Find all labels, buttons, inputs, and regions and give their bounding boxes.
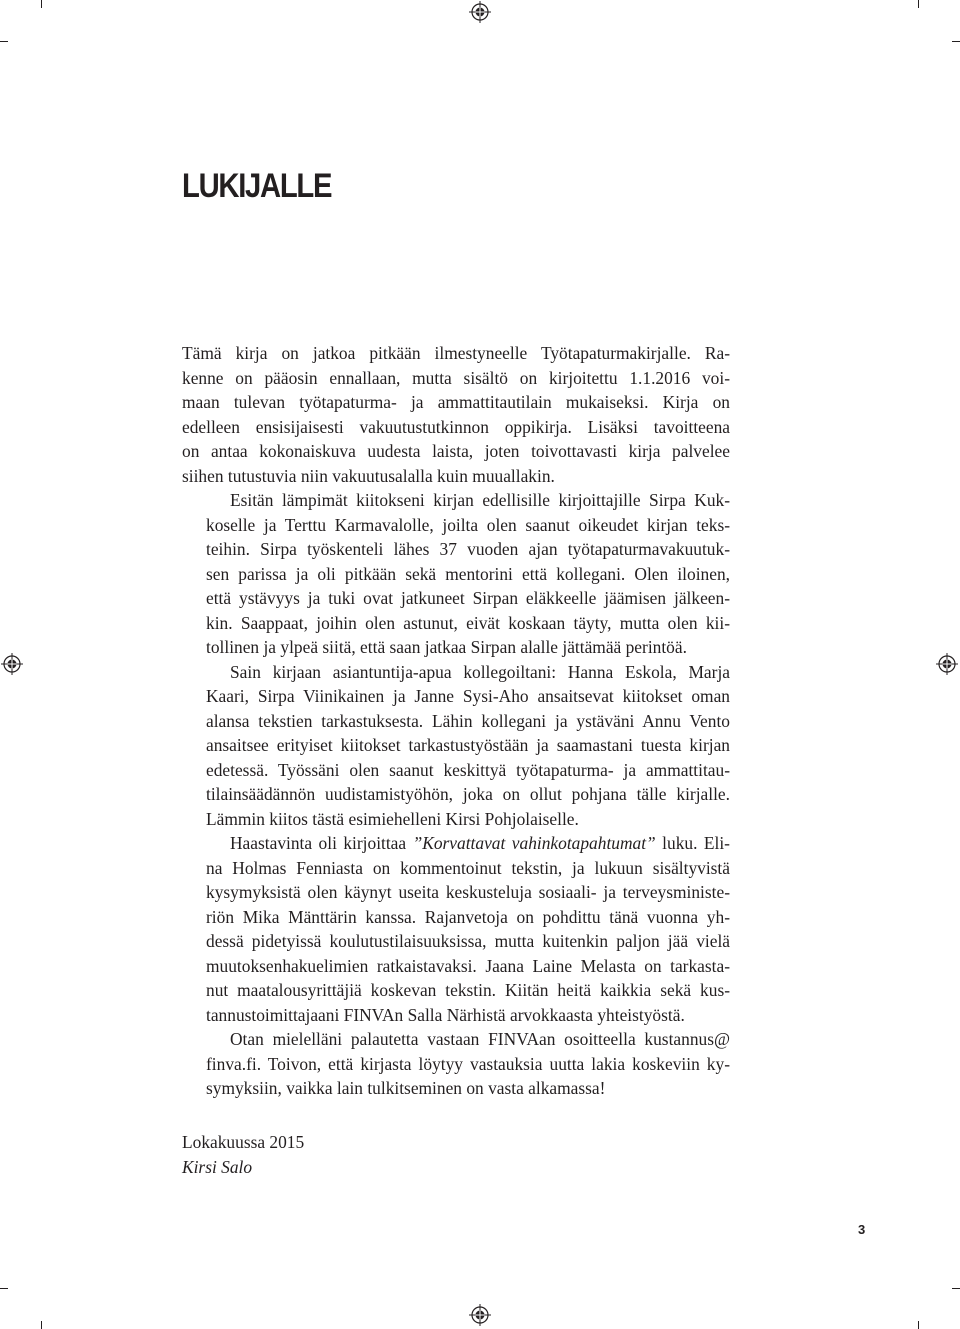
crop-mark-top-right-vertical [918,0,919,8]
text-line: teihin. Sirpa työskenteli lähes 37 vuoden ajan työtapaturmavakuutuk- [206,539,730,559]
text-line: tollinen ja ylpeä siitä, että saan jatkaa Sirpan alalle jättämää perintöä. [206,637,687,657]
text-line: ansaitsee erityiset kiitokset tarkastustyöstään ja saamastani tuesta kirjan [206,735,730,755]
text-line: edetessä. Työssäni olen saanut keskittyä työtapaturma- ja ammattitau- [206,759,730,780]
text-line: alansa tekstien tarkastuksesta. Lähin kollegani ja ystäväni Annu Vento [206,710,730,731]
body-text [182,341,730,1101]
signature-name: Kirsi Salo [182,1157,253,1177]
text-line: symyksiin, vaikka lain tulkitseminen on vasta alkamassa! [206,1078,606,1098]
paragraph-5 [182,1027,730,1101]
book-chapter-reference: ”Korvattavat vahinkotapahtumat” [412,833,656,853]
text-line: na Holmas Fenniasta on kommentoinut tekstin, ja lukuun sisältyvistä [206,857,730,878]
registration-mark-bottom-icon [469,1304,491,1326]
crop-mark-bottom-left-vertical [41,1321,42,1329]
crop-mark-bottom-right-horizontal [952,1288,960,1289]
text-line: muutoksenhakuelimien ratkaistavaksi. Jaana Laine Melasta on tarkasta- [206,955,730,976]
text-line: Esitän lämpimät kiitokseni kirjan edellisille kirjoittajille Sirpa Kuk- [230,490,730,510]
text-line: nut maatalousyrittäjiä koskevan tekstin. Kiitän heitä kaikkia sekä kus- [206,980,730,1000]
registration-mark-top-icon [469,1,491,23]
page-number: 3 [858,1222,866,1237]
text-line: maan tulevan työtapaturma- ja ammattitautilain mukaiseksi. Kirja on [182,392,730,412]
text-line [182,831,730,856]
text-line: koselle ja Terttu Karmavalolle, joilta olen saanut oikeudet kirjan teks- [206,514,730,535]
paragraph-1 [182,341,730,488]
crop-mark-top-left-vertical [41,0,42,8]
text-line: että ystävyys ja tuki ovat jatkuneet Sirpan eläkkeelle jäämisen jälkeen- [206,588,730,608]
text-line: dessä pidetyissä koulutustilaisuuksissa, mutta kuitenkin paljon jää vielä [206,931,730,951]
text-line: riön Mika Mänttärin kanssa. Rajanvetoja on pohdittu tänä vuonna yh- [206,906,730,927]
signature-date: Lokakuussa 2015 [182,1132,305,1152]
text-line: finva.fi. Toivon, että kirjasta löytyy vastauksia uutta lakia koskeviin ky- [206,1053,730,1074]
page-title: LUKIJALLE [182,167,332,205]
crop-mark-top-left-horizontal [0,41,8,42]
text-run: Haastavinta oli kirjoittaa [230,833,413,853]
text-line: siihen tutustuvia niin vakuutusalalla kuin muuallakin. [182,465,555,486]
text-line: tannustoimittajaani FINVAn Salla Närhistä arvokkaasta yhteistyöstä. [206,1004,685,1025]
text-run: luku. Eli- [655,833,730,853]
text-line: Sain kirjaan asiantuntija-apua kollegoiltani: Hanna Eskola, Marja [230,661,730,682]
text-line: Otan mielelläni palautetta vastaan FINVAan osoitteella kustannus@ [230,1029,730,1049]
registration-mark-right-icon [936,653,958,675]
text-line: kin. Saappaat, joihin olen astunut, eivät koskaan täyty, mutta olen kii- [206,612,730,633]
text-line: kysymyksistä olen käynyt useita keskusteluja sosiaali- ja terveysministe- [206,882,730,902]
crop-mark-top-right-horizontal [952,41,960,42]
paragraph-2 [182,488,730,660]
text-line: on antaa kokonaiskuva uudesta laista, joten toivottavasti kirja palvelee [182,441,730,461]
registration-mark-left-icon [1,653,23,675]
text-line: Tämä kirja on jatkoa pitkään ilmestyneelle Työtapaturmakirjalle. Ra- [182,343,730,363]
text-line: edelleen ensisijaisesti vakuutustutkinnon oppikirja. Lisäksi tavoitteena [182,416,730,437]
signature-block [182,1130,304,1180]
paragraph-4 [182,831,730,1027]
text-line: Kaari, Sirpa Viinikainen ja Janne Sysi-Aho ansaitsevat kiitokset oman [206,686,730,706]
text-line: tilainsäädännön uudistamistyöhön, joka on ollut pohjana tälle kirjalle. [206,784,730,804]
paragraph-3 [182,660,730,832]
text-line: kenne on pääosin ennallaan, mutta sisältö on kirjoitettu 1.1.2016 voi- [182,367,730,388]
text-line: sen parissa ja oli pitkään sekä mentorini että kollegani. Olen iloinen, [206,563,730,584]
text-line: Lämmin kiitos tästä esimiehelleni Kirsi Pohjolaiselle. [206,808,579,829]
crop-mark-bottom-left-horizontal [0,1288,8,1289]
crop-mark-bottom-right-vertical [918,1321,919,1329]
